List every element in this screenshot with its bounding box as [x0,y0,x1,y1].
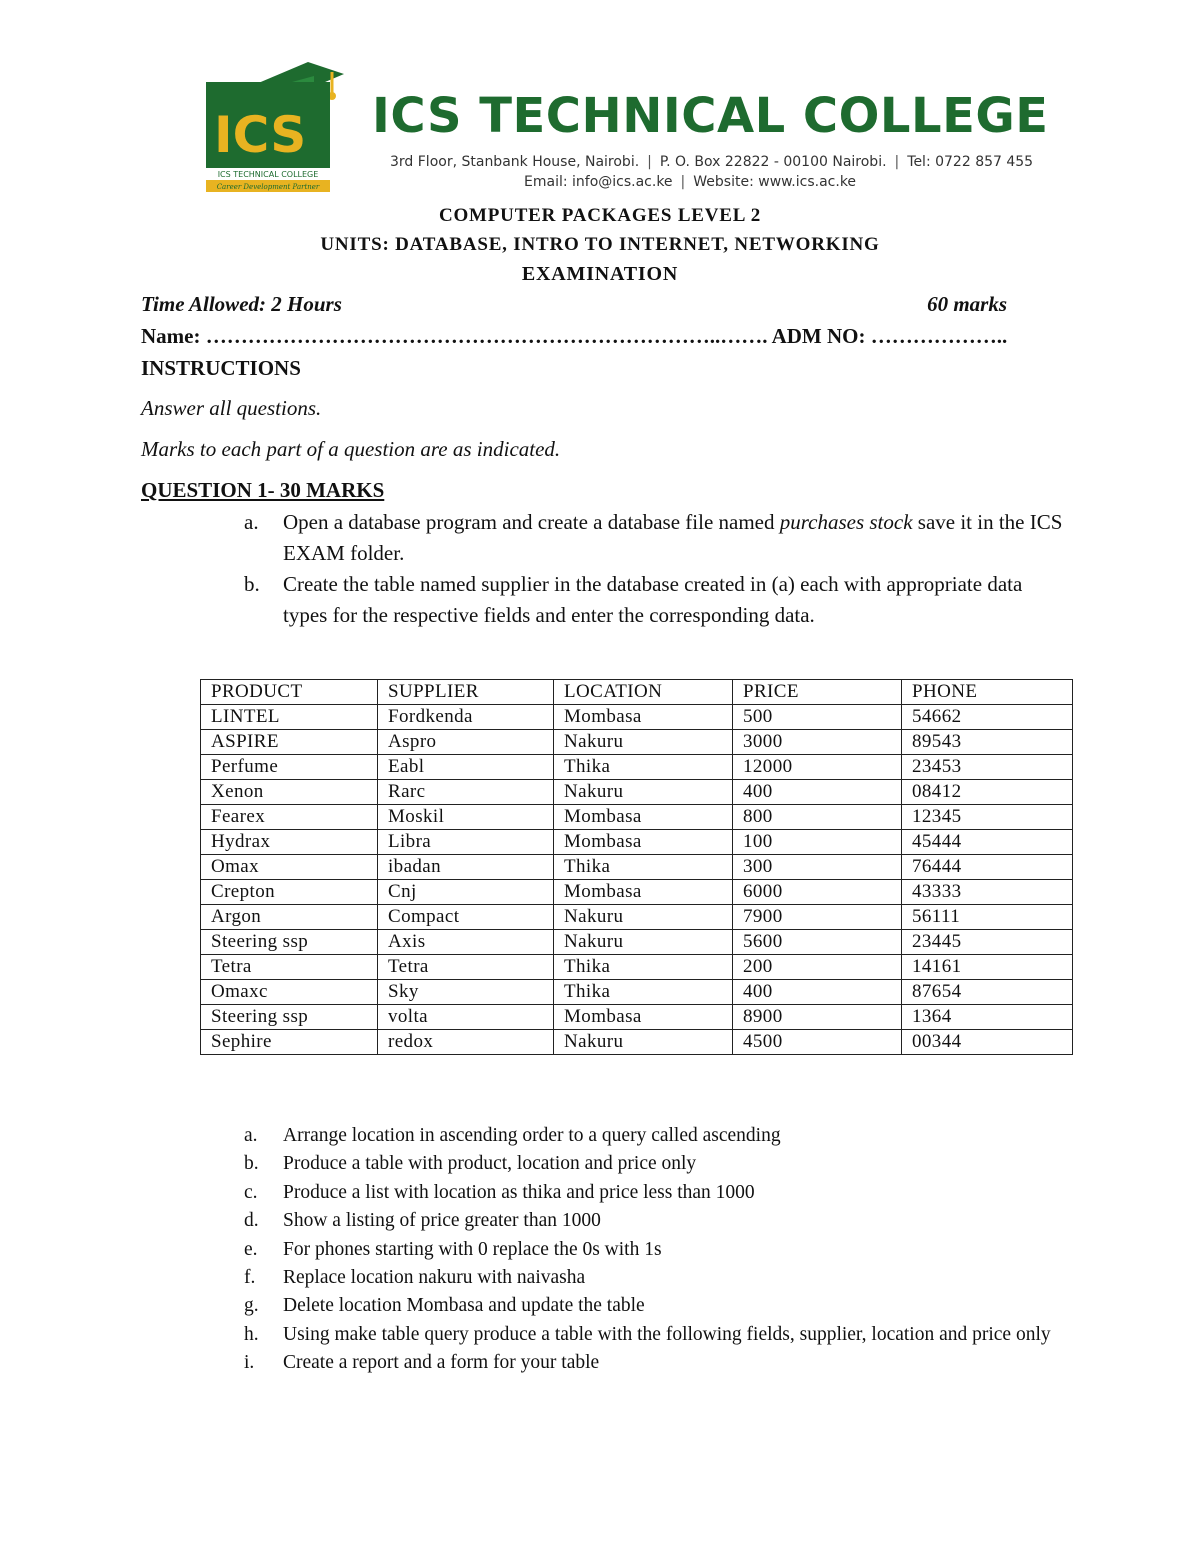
item-emphasis: purchases stock [779,510,913,534]
table-cell: Fordkenda [378,705,554,730]
question-parts-list [244,507,1064,631]
table-cell: ASPIRE [201,730,378,755]
column-header: PRODUCT [201,680,378,705]
task-item [244,1150,1054,1178]
exam-title: COMPUTER PACKAGES LEVEL 2 [438,205,762,226]
table-cell: 23445 [902,930,1073,955]
task-item [244,1122,1054,1150]
table-cell: Aspro [378,730,554,755]
table-cell: 800 [733,805,902,830]
name-adm-line: Name: ………………………………………………………………..……. ADM NO: ……………….. [141,324,1008,348]
table-row [201,780,1073,805]
task-item [244,1264,1054,1292]
table-cell: 00344 [902,1030,1073,1055]
list-item [244,507,1064,569]
table-cell: 7900 [733,905,902,930]
separator: | [647,154,652,170]
table-cell: Steering ssp [201,930,378,955]
table-cell: 3000 [733,730,902,755]
address: 3rd Floor, Stanbank House, Nairobi. [390,154,640,170]
item-text: Using make table query produce a table with the following fields, supplier, location and price only [283,1323,1051,1345]
column-header: PHONE [902,680,1073,705]
supplier-table [200,679,1073,1055]
table-cell: redox [378,1030,554,1055]
table-row [201,955,1073,980]
table-cell: 54662 [902,705,1073,730]
item-text: Produce a table with product, location and price only [283,1153,697,1175]
table-cell: Mombasa [554,830,733,855]
task-item [244,1236,1054,1264]
time-row [141,292,1011,317]
svg-text:ICS: ICS [214,106,307,164]
college-name: ICS TECHNICAL COLLEGE [372,88,1049,144]
table-cell: Sky [378,980,554,1005]
item-text: Show a listing of price greater than 1000 [283,1210,601,1232]
table-cell: Perfume [201,755,378,780]
table-cell: Omax [201,855,378,880]
task-item [244,1207,1054,1235]
table-cell: 5600 [733,930,902,955]
item-text: Arrange location in ascending order to a query called ascending [283,1125,781,1146]
table-row [201,805,1073,830]
table-cell: Eabl [378,755,554,780]
table-cell: Nakuru [554,780,733,805]
table-row [201,730,1073,755]
item-letter: a. [244,510,259,534]
table-cell: Compact [378,905,554,930]
separator: | [680,174,686,190]
tasks-list [244,1122,1054,1378]
task-item [244,1349,1054,1377]
contact-line [524,174,1004,190]
table-row [201,905,1073,930]
table-cell: Mombasa [554,805,733,830]
table-cell: 14161 [902,955,1073,980]
table-cell: Nakuru [554,1030,733,1055]
instruction-answer-all: Answer all questions. [141,396,322,420]
item-letter: g. [244,1295,259,1317]
table-row [201,1005,1073,1030]
website: Website: www.ics.ac.ke [693,174,857,190]
table-header-row [201,680,1073,705]
item-letter: a. [244,1125,258,1146]
table-cell: Argon [201,905,378,930]
item-text: Delete location Mombasa and update the table [283,1295,645,1317]
table-row [201,830,1073,855]
item-letter: b. [244,1153,259,1175]
list-item [244,569,1064,631]
item-text: save it in the ICS EXAM folder. [283,510,1063,565]
column-header: PRICE [733,680,902,705]
item-text: Replace location nakuru with naivasha [283,1267,586,1289]
table-cell: Nakuru [554,905,733,930]
table-cell: 87654 [902,980,1073,1005]
table-cell: 300 [733,855,902,880]
item-letter: b. [244,572,260,596]
address-line [390,154,1034,170]
task-item [244,1179,1054,1207]
question-title: QUESTION 1- 30 MARKS [141,478,385,502]
table-cell: Omaxc [201,980,378,1005]
table-cell: 200 [733,955,902,980]
table-cell: 6000 [733,880,902,905]
table-cell: 89543 [902,730,1073,755]
task-item [244,1292,1054,1320]
exam-type: EXAMINATION [521,263,679,285]
table-row [201,855,1073,880]
item-letter: h. [244,1323,259,1345]
table-cell: Mombasa [554,1005,733,1030]
item-letter: d. [244,1210,259,1232]
table-cell: Thika [554,980,733,1005]
exam-units: UNITS: DATABASE, INTRO TO INTERNET, NETWORKING [320,234,880,255]
table-cell: 12000 [733,755,902,780]
item-text: Create a report and a form for your table [283,1352,600,1374]
item-letter: c. [244,1181,258,1203]
svg-text:ICS TECHNICAL COLLEGE: ICS TECHNICAL COLLEGE [217,170,319,179]
table-cell: Steering ssp [201,1005,378,1030]
table-cell: Xenon [201,780,378,805]
table-cell: 45444 [902,830,1073,855]
table-cell: Mombasa [554,880,733,905]
telephone: Tel: 0722 857 455 [907,154,1034,170]
table-row [201,755,1073,780]
table-cell: volta [378,1005,554,1030]
table-cell: Moskil [378,805,554,830]
column-header: LOCATION [554,680,733,705]
table-row [201,880,1073,905]
table-cell: Thika [554,955,733,980]
table-cell: Cnj [378,880,554,905]
separator: | [894,154,900,170]
table-cell: Libra [378,830,554,855]
table-cell: Tetra [201,955,378,980]
table-cell: 12345 [902,805,1073,830]
item-text: Produce a list with location as thika and price less than 1000 [283,1181,755,1203]
table-cell: LINTEL [201,705,378,730]
table-cell: Rarc [378,780,554,805]
table-cell: Nakuru [554,730,733,755]
table-row [201,930,1073,955]
table-cell: 4500 [733,1030,902,1055]
instruction-marks: Marks to each part of a question are as indicated. [141,437,561,461]
table-cell: 400 [733,780,902,805]
table-cell: 56111 [902,905,1073,930]
po-box: P. O. Box 22822 - 00100 Nairobi. [659,154,887,170]
item-letter: f. [244,1267,256,1289]
table-cell: 400 [733,980,902,1005]
item-text: For phones starting with 0 replace the 0s with 1s [283,1238,662,1260]
item-text: Create the table named supplier in the database created in (a) each with appropriate data types for the respective fields and enter the corresponding data. [283,572,1023,627]
table-cell: Thika [554,755,733,780]
table-cell: Axis [378,930,554,955]
item-letter: e. [244,1238,258,1260]
table-cell: 1364 [902,1005,1073,1030]
column-header: SUPPLIER [378,680,554,705]
task-item [244,1321,1054,1349]
table-cell: Crepton [201,880,378,905]
table-cell: ibadan [378,855,554,880]
table-cell: 23453 [902,755,1073,780]
item-letter: i. [244,1352,255,1374]
table-cell: 100 [733,830,902,855]
table-row [201,705,1073,730]
table-cell: Sephire [201,1030,378,1055]
table-row [201,1030,1073,1055]
instructions-heading: INSTRUCTIONS [141,356,301,380]
time-allowed: Time Allowed: 2 Hours [141,292,342,316]
item-text: Open a database program and create a database file named [283,510,780,534]
table-cell: 08412 [902,780,1073,805]
table-cell: Hydrax [201,830,378,855]
table-cell: Fearex [201,805,378,830]
total-marks: 60 marks [927,292,1007,316]
email: Email: info@ics.ac.ke [524,174,673,190]
table-cell: 8900 [733,1005,902,1030]
college-logo [204,58,346,194]
table-cell: 500 [733,705,902,730]
table-cell: Mombasa [554,705,733,730]
table-cell: 43333 [902,880,1073,905]
svg-text:Career Development Partner: Career Development Partner [216,183,320,191]
table-cell: Tetra [378,955,554,980]
table-cell: 76444 [902,855,1073,880]
table-row [201,980,1073,1005]
table-cell: Thika [554,855,733,880]
table-cell: Nakuru [554,930,733,955]
